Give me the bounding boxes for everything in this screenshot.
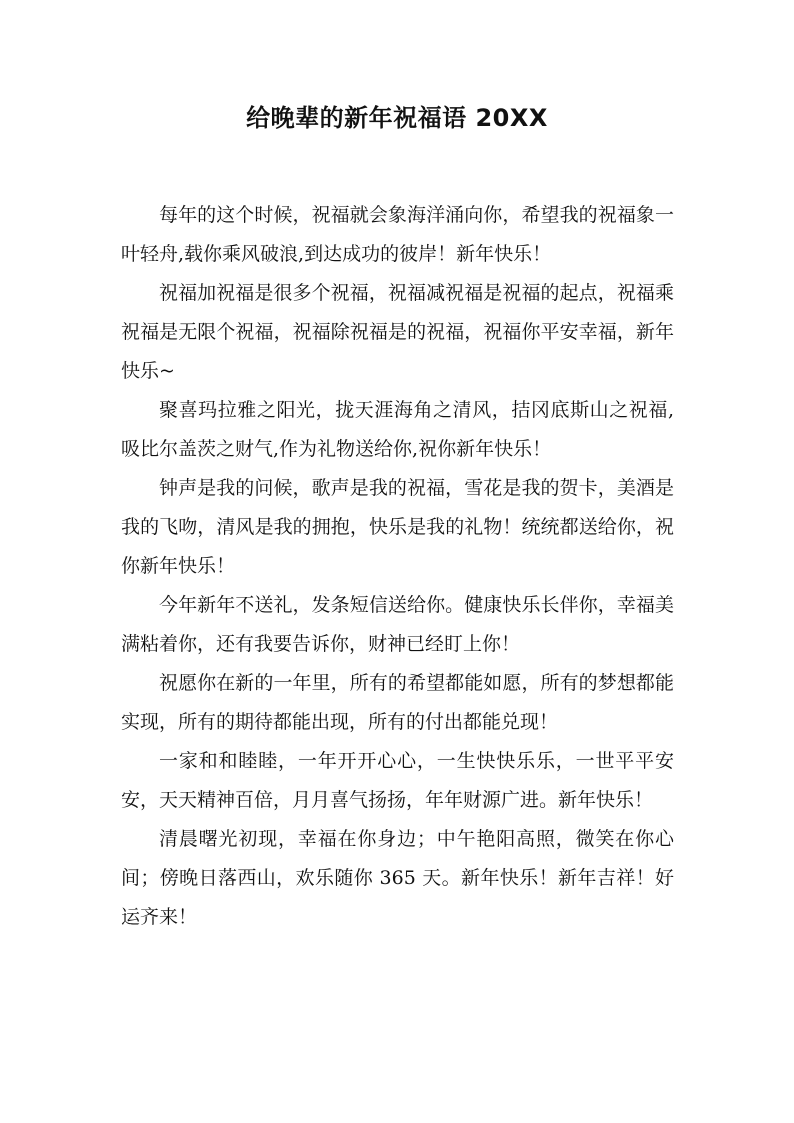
paragraph-3: 聚喜玛拉雅之阳光，拢天涯海角之清风，拮冈底斯山之祝福,吸比尔盖茨之财气,作为礼物送给你,祝你新年快乐！: [121, 399, 674, 460]
paragraph-2: 祝福加祝福是很多个祝福，祝福减祝福是祝福的起点，祝福乘祝福是无限个祝福，祝福除祝福是的祝福，祝福你平安幸福，新年快乐~: [121, 282, 674, 382]
paragraph-1: 每年的这个时候，祝福就会象海洋涌向你，希望我的祝福象一叶轻舟,载你乘风破浪,到达成功的彼岸！新年快乐！: [121, 204, 674, 265]
paragraph-6: 祝愿你在新的一年里，所有的希望都能如愿，所有的梦想都能实现，所有的期待都能出现，所有的付出都能兑现！: [121, 672, 674, 733]
document-body: [121, 196, 674, 937]
paragraph-5: 今年新年不送礼，发条短信送给你。健康快乐长伴你，幸福美满粘着你，还有我要告诉你，财神已经盯上你！: [121, 594, 674, 655]
paragraph-8: 清晨曙光初现，幸福在你身边；中午艳阳高照，微笑在你心间；傍晚日落西山，欢乐随你 365 天。新年快乐！新年吉祥！好运齐来！: [121, 828, 674, 928]
paragraph-7: 一家和和睦睦，一年开开心心，一生快快乐乐，一世平平安安，天天精神百倍，月月喜气扬扬，年年财源广进。新年快乐！: [121, 750, 674, 811]
document-title: 给晚辈的新年祝福语 20XX: [246, 104, 548, 132]
paragraph-4: 钟声是我的问候，歌声是我的祝福，雪花是我的贺卡，美酒是我的飞吻，清风是我的拥抱，快乐是我的礼物！统统都送给你，祝你新年快乐！: [121, 477, 674, 577]
